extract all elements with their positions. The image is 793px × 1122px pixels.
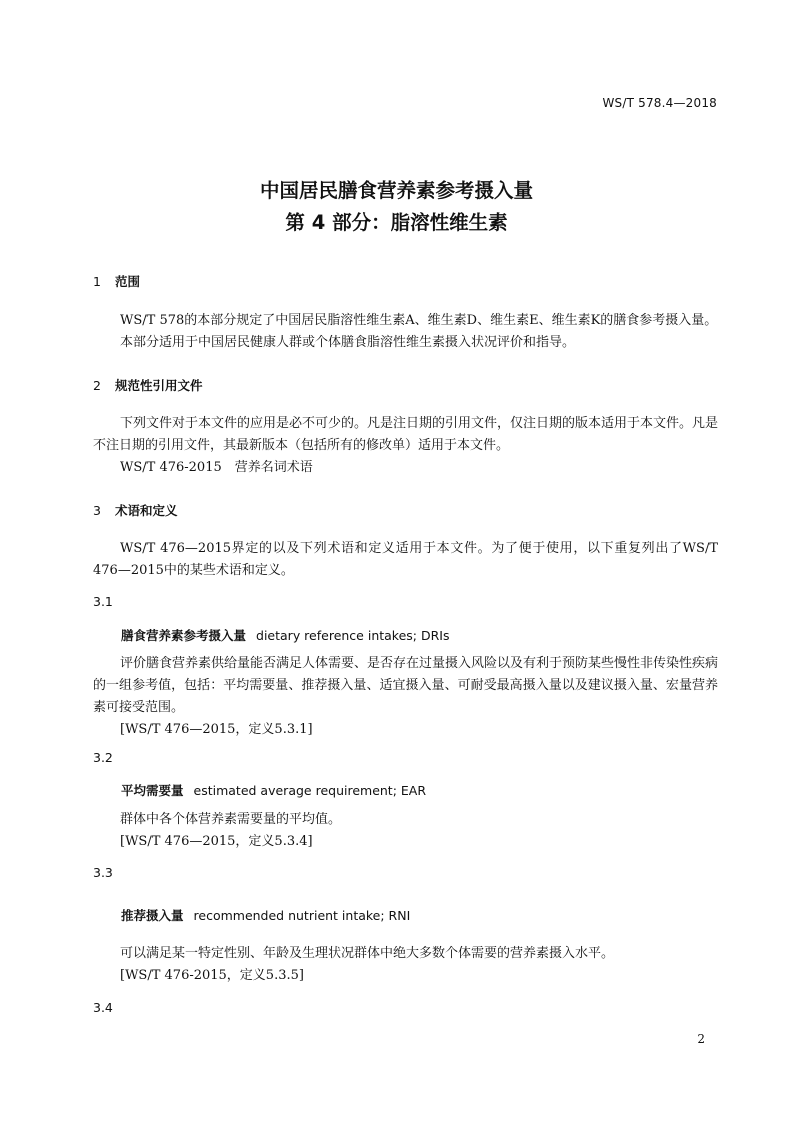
term-number: 3.2 (93, 750, 113, 765)
term-chinese: 平均需要量 (121, 783, 184, 798)
section-body-scope (93, 310, 718, 354)
paragraph: 下列文件对于本文件的应用是必不可少的。凡是注日期的引用文件，仅注日期的版本适用于本文件。凡是不注日期的引用文件，其最新版本（包括所有的修改单）适用于本文件。 (93, 416, 719, 453)
section-title: 规范性引用文件 (115, 378, 203, 393)
section-heading-scope (93, 272, 140, 290)
paragraph: WS/T 578的本部分规定了中国居民脂溶性维生素A、维生素D、维生素E、维生素K的膳食参考摄入量。 (120, 313, 718, 328)
term-english: dietary reference intakes; DRIs (256, 628, 450, 643)
term-number: 3.4 (93, 1000, 113, 1015)
section-heading-terms (93, 501, 178, 519)
term-definition: 群体中各个体营养素需要量的平均值。 (120, 812, 342, 827)
document-subtitle: 第 4 部分：脂溶性维生素 (285, 211, 508, 234)
term-english: estimated average requirement; EAR (193, 783, 427, 798)
term-definition: 评价膳食营养素供给量能否满足人体需要、是否存在过量摄入风险以及有利于预防某些慢性非传染性疾病的一组参考值，包括：平均需要量、推荐摄入量、适宜摄入量、可耐受最高摄入量以及建议摄入量、宏量营养素可接受范围。 (93, 656, 719, 715)
term-entry (121, 781, 426, 799)
section-number: 3 (93, 503, 101, 518)
term-source: [WS/T 476-2015，定义5.3.5] (120, 968, 304, 983)
document-title: 中国居民膳食营养素参考摄入量 (259, 179, 533, 202)
standard-number: WS/T 578.4—2018 (602, 96, 717, 110)
term-definition: 可以满足某一特定性别、年龄及生理状况群体中绝大多数个体需要的营养素摄入水平。 (120, 946, 615, 961)
term-english: recommended nutrient intake; RNI (193, 908, 411, 923)
page-number: 2 (697, 1032, 705, 1046)
term-number: 3.3 (93, 865, 113, 880)
paragraph: 本部分适用于中国居民健康人群或个体膳食脂溶性维生素摄入状况评价和指导。 (120, 335, 576, 350)
section-heading-normative-references (93, 376, 203, 394)
section-number: 2 (93, 378, 101, 393)
term-definition-block (93, 943, 718, 987)
term-entry (121, 906, 410, 924)
term-definition-block (93, 809, 718, 853)
term-number: 3.1 (93, 594, 113, 609)
term-chinese: 膳食营养素参考摄入量 (121, 628, 247, 643)
section-body-normative-references (93, 413, 718, 479)
term-source: [WS/T 476—2015，定义5.3.4] (120, 834, 313, 849)
term-source: [WS/T 476—2015，定义5.3.1] (120, 722, 313, 737)
section-title: 范围 (115, 274, 141, 289)
section-number: 1 (93, 274, 101, 289)
section-body-terms (93, 538, 718, 582)
term-definition-block (93, 653, 718, 741)
section-title: 术语和定义 (115, 503, 178, 518)
paragraph: WS/T 476—2015界定的以及下列术语和定义适用于本文件。为了便于使用，以下重复列出了WS/T 476—2015中的某些术语和定义。 (93, 541, 718, 578)
reference-item: WS/T 476-2015 营养名词术语 (120, 460, 313, 475)
term-chinese: 推荐摄入量 (121, 908, 184, 923)
term-entry (121, 626, 450, 644)
